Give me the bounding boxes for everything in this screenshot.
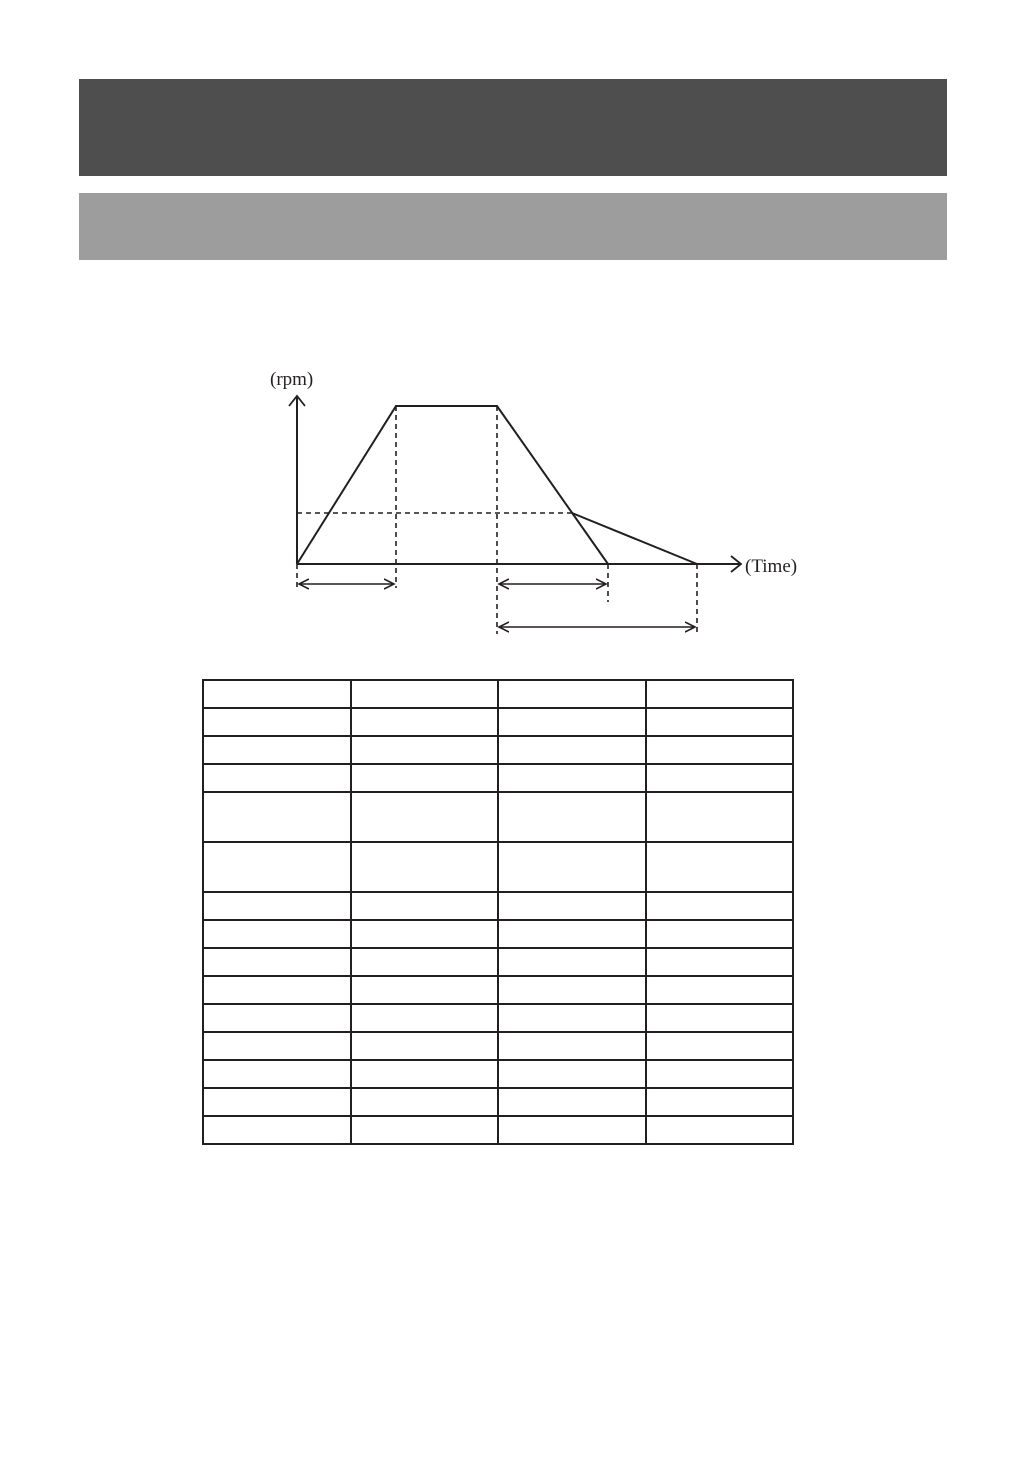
table-cell <box>646 920 794 948</box>
table-cell <box>203 920 351 948</box>
table-cell <box>498 764 646 792</box>
table-row <box>203 680 793 708</box>
table-row <box>203 1032 793 1060</box>
table-row <box>203 1060 793 1088</box>
table-cell <box>498 792 646 842</box>
table-cell <box>203 976 351 1004</box>
table-row <box>203 1004 793 1032</box>
table-cell <box>351 1004 499 1032</box>
x-axis-label: (Time) <box>745 556 798 577</box>
table-cell <box>646 1032 794 1060</box>
table-row <box>203 1088 793 1116</box>
speed-profile-line <box>297 406 608 564</box>
table-cell <box>351 892 499 920</box>
table-cell <box>203 892 351 920</box>
table-cell <box>646 976 794 1004</box>
table-row <box>203 892 793 920</box>
table-cell <box>203 842 351 892</box>
table-cell <box>203 1116 351 1144</box>
table-cell <box>646 736 794 764</box>
table-cell <box>498 1004 646 1032</box>
table-cell <box>351 1060 499 1088</box>
table-cell <box>498 842 646 892</box>
table-cell <box>646 1004 794 1032</box>
table-cell <box>203 792 351 842</box>
table-cell <box>351 920 499 948</box>
table-row <box>203 792 793 842</box>
table-row <box>203 948 793 976</box>
table-row <box>203 920 793 948</box>
table-cell <box>646 1116 794 1144</box>
table-cell <box>203 764 351 792</box>
table-cell <box>203 680 351 708</box>
table-cell <box>498 948 646 976</box>
table-cell <box>646 948 794 976</box>
table-cell <box>351 708 499 736</box>
table-cell <box>351 1116 499 1144</box>
table-row <box>203 842 793 892</box>
table-cell <box>646 1088 794 1116</box>
speed-profile-diagram <box>0 0 1032 680</box>
table-cell <box>351 1032 499 1060</box>
table-cell <box>351 680 499 708</box>
table-cell <box>498 680 646 708</box>
table-cell <box>203 1004 351 1032</box>
table-cell <box>498 1116 646 1144</box>
table-row <box>203 976 793 1004</box>
spec-table <box>202 679 794 1145</box>
table-cell <box>203 948 351 976</box>
table-cell <box>203 1088 351 1116</box>
table-cell <box>646 792 794 842</box>
table-cell <box>203 1032 351 1060</box>
y-axis-label: (rpm) <box>270 369 314 390</box>
table-cell <box>351 976 499 1004</box>
table-cell <box>203 1060 351 1088</box>
table-cell <box>646 1060 794 1088</box>
table-row <box>203 1116 793 1144</box>
table-cell <box>498 736 646 764</box>
table-cell <box>498 1032 646 1060</box>
table-cell <box>646 764 794 792</box>
table-cell <box>498 920 646 948</box>
table-cell <box>498 976 646 1004</box>
table-row <box>203 736 793 764</box>
table-cell <box>351 948 499 976</box>
table-cell <box>646 708 794 736</box>
table-cell <box>203 708 351 736</box>
table-row <box>203 764 793 792</box>
table-cell <box>351 842 499 892</box>
table-cell <box>203 736 351 764</box>
table-cell <box>646 680 794 708</box>
table-cell <box>351 792 499 842</box>
table-cell <box>498 1088 646 1116</box>
table-row <box>203 708 793 736</box>
table-cell <box>351 764 499 792</box>
table-cell <box>646 892 794 920</box>
table-cell <box>351 736 499 764</box>
table-cell <box>351 1088 499 1116</box>
table-cell <box>498 892 646 920</box>
table-cell <box>498 708 646 736</box>
table-cell <box>498 1060 646 1088</box>
table-cell <box>646 842 794 892</box>
